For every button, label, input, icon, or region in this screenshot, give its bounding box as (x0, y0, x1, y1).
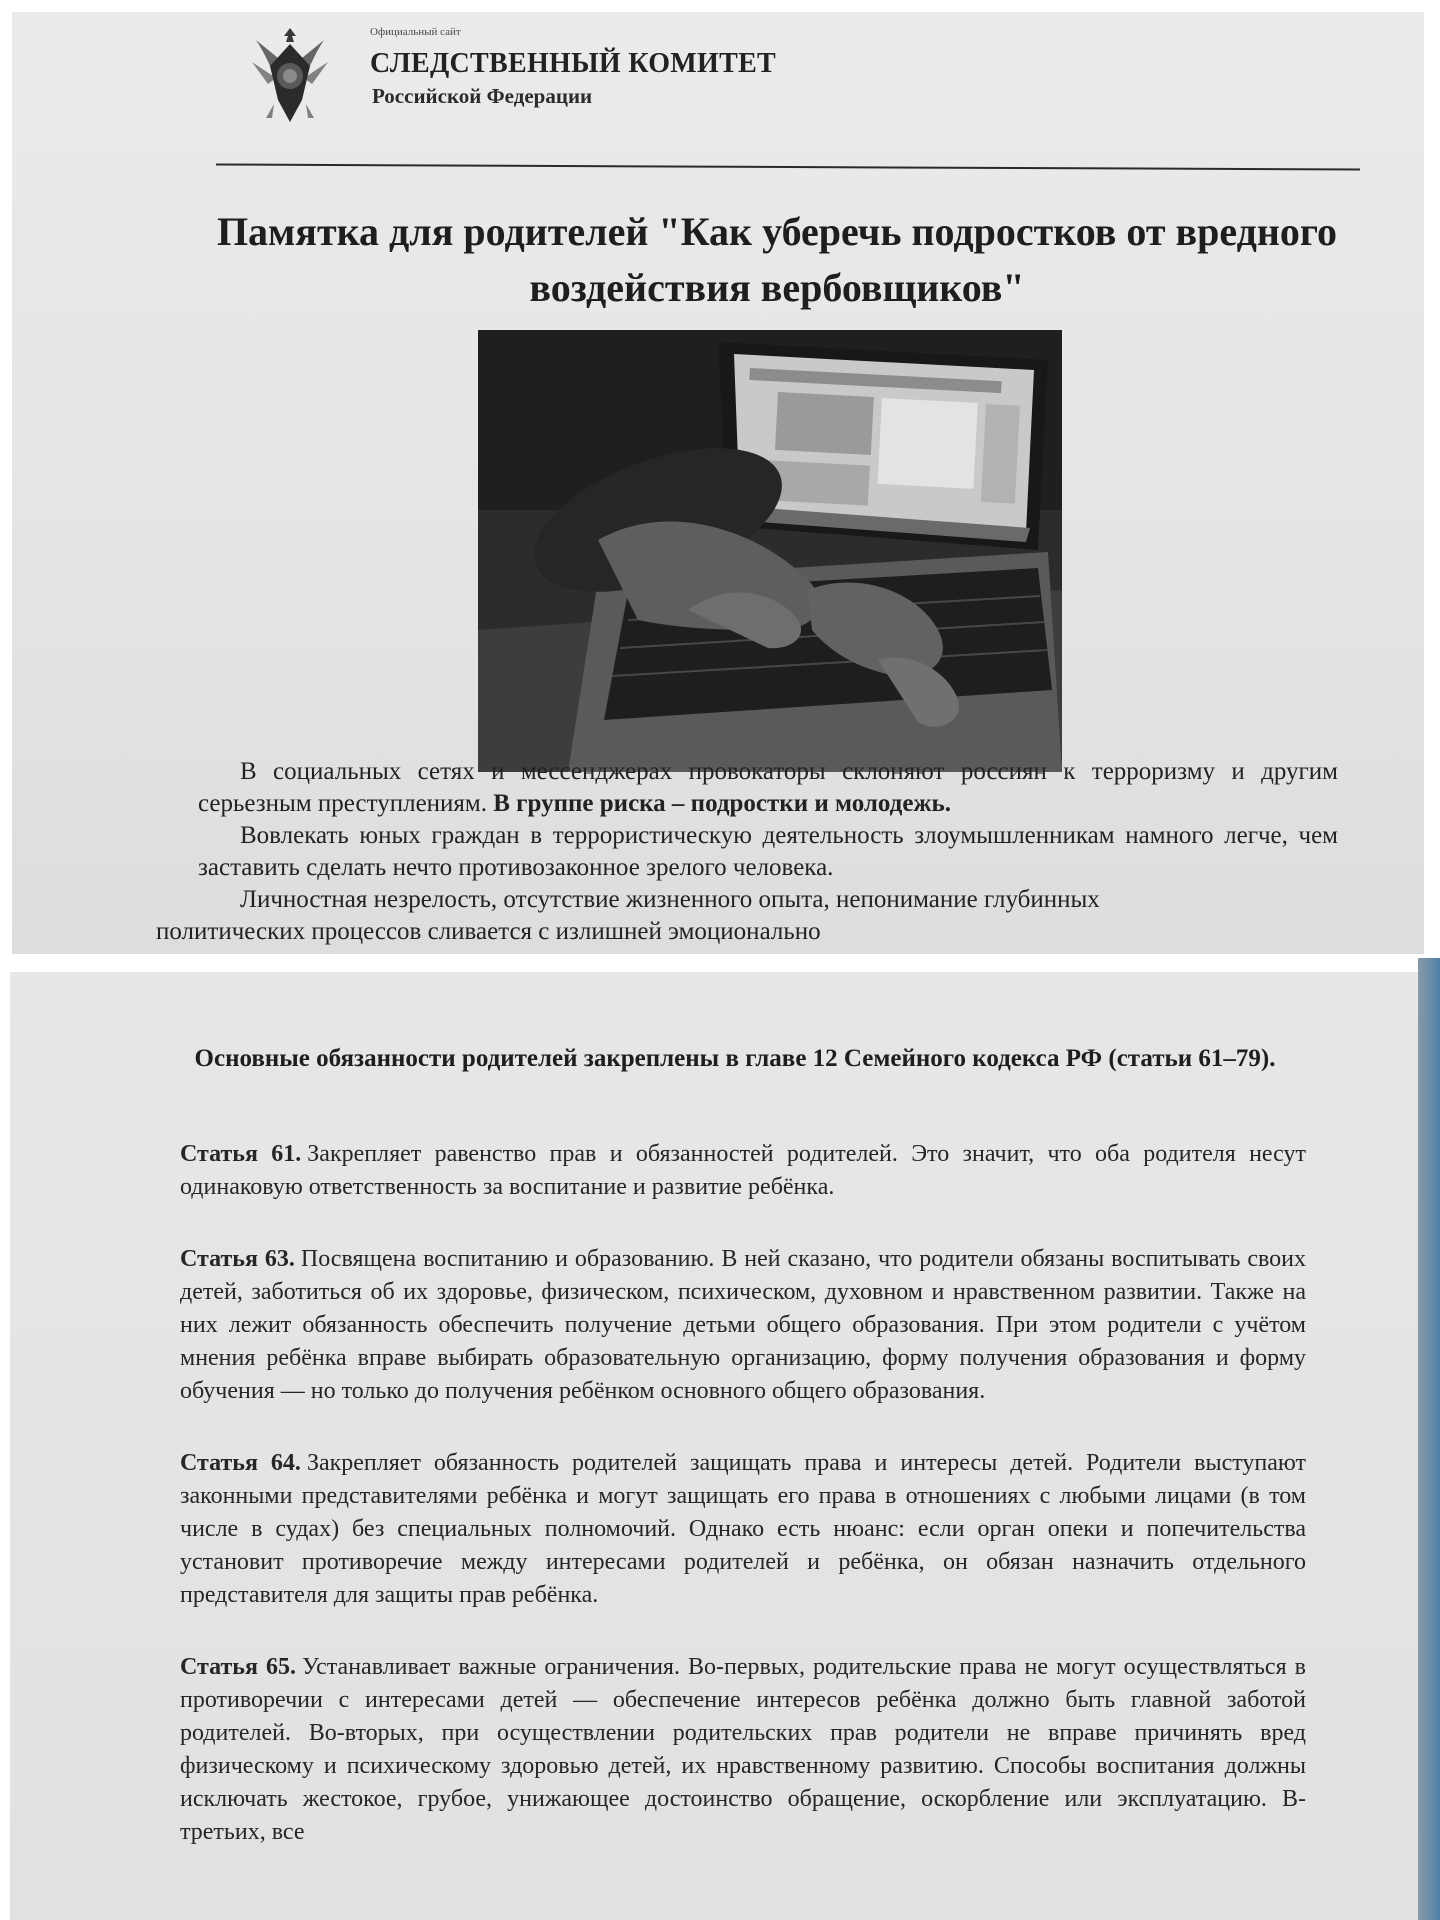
memo-paragraph: Вовлекать юных граждан в террористическую деятельность злоумышленникам намного легче, чем заставить сделать нечто противозаконное зрелого человека. (198, 822, 1338, 881)
header-divider (216, 164, 1360, 171)
obligations-title: Основные обязанности родителей закреплены в главе 12 Семейного кодекса РФ (статьи 61–79). (194, 1045, 1276, 1072)
article-63 (180, 1243, 1306, 1408)
memo-paragraph-text: В социальных сетях и мессенджерах провокаторы склоняют россиян к терроризму и другим серьезным преступлениям. (198, 758, 1338, 817)
memo-paragraph (156, 884, 1338, 948)
background-edge (1418, 958, 1440, 1920)
memo-paragraph (198, 756, 1338, 820)
memo-risk-group-emphasis: В группе риска – подростки и молодежь. (493, 790, 952, 817)
memo-cut-line: политических процессов сливается с излишней эмоционально (156, 918, 821, 945)
article-text: Закрепляет обязанность родителей защищать права и интересы детей. Родители выступают законными представителями ребёнка и могут защищать его права в отношениях с любыми лицами (в том числе в судах) без специальных полномочий. Однако есть нюанс: если орган опеки и попечительства установит противоречие между интересами родителей и ребёнка, он обязан назначить отдельного представителя для защиты прав ребёнка. (180, 1450, 1306, 1608)
article-text: Закрепляет равенство прав и обязанностей родителей. Это значит, что оба родителя несут одинаковую ответственность за воспитание и развитие ребёнка. (180, 1141, 1306, 1200)
article-label: Статья 61. (180, 1141, 302, 1167)
article-label: Статья 65. (180, 1654, 296, 1680)
organization-name: СЛЕДСТВЕННЫЙ КОМИТЕТ (370, 48, 777, 79)
organization-country: Российской Федерации (372, 84, 593, 108)
article-61 (180, 1138, 1306, 1204)
article-label: Статья 63. (180, 1246, 295, 1272)
article-text: Посвящена воспитанию и образованию. В ней сказано, что родители обязаны воспитывать своих детей, заботиться об их здоровье, физическом, психическом, духовном и нравственном развитии. Также на них лежит обязанность обеспечить получение детьми общего образования. При этом родители с учётом мнения ребёнка вправе выбирать образовательную организацию, форму получения образования и форму обучения — но только до получения ребёнком основного общего образования. (180, 1246, 1306, 1404)
document-page-2 (10, 972, 1428, 1920)
article-label: Статья 64. (180, 1450, 301, 1476)
memo-paragraph-text: Личностная незрелость, отсутствие жизненного опыта, непонимание глубинных (240, 886, 1100, 913)
article-65 (180, 1651, 1306, 1849)
page-gap (0, 954, 1440, 972)
hands-on-laptop-photo (478, 330, 1062, 772)
memo-title: Памятка для родителей "Как уберечь подростков от вредного воздействия вербовщиков" (216, 209, 1338, 310)
articles-list (180, 1138, 1306, 1888)
article-64 (180, 1447, 1306, 1612)
article-text: Устанавливает важные ограничения. Во-первых, родительские права не могут осуществляться в противоречии с интересами детей — обеспечение интересов ребёнка должно быть главной заботой родителей. Во-вторых, при осуществлении родительских прав родители не вправе причинять вред физическому и психическому здоровью детей, их нравственному развитию. Способы воспитания должны исключать жестокое, грубое, унижающее достоинство обращение, оскорбление или эксплуатацию. В-третьих, все (180, 1654, 1306, 1845)
document-page-1 (12, 12, 1424, 954)
site-caption: Официальный сайт (370, 26, 461, 38)
eagle-emblem-icon (250, 22, 330, 126)
memo-body (156, 756, 1338, 948)
